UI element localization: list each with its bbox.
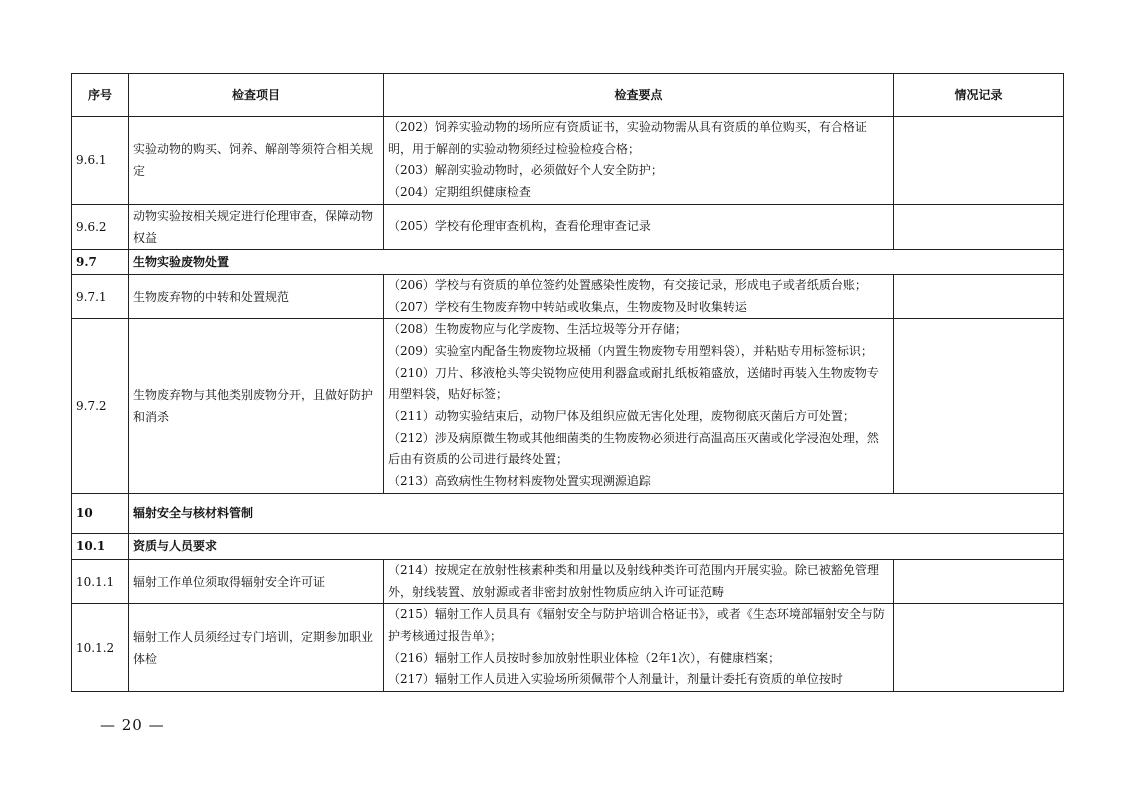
section-title: 辐射安全与核材料管制 <box>129 493 1064 533</box>
row-record[interactable] <box>894 559 1064 603</box>
check-point: （203）解剖实验动物时，必须做好个人安全防护； <box>388 163 663 178</box>
row-record[interactable] <box>894 274 1064 318</box>
section-number: 10 <box>72 493 129 533</box>
row-item: 实验动物的购买、饲养、解剖等须符合相关规定 <box>129 117 384 205</box>
section-row <box>72 249 1064 274</box>
check-point: （208）生物废物应与化学废物、生活垃圾等分开存储； <box>388 322 687 337</box>
row-points <box>384 559 894 603</box>
page-number: — 20 — <box>100 716 165 734</box>
row-points <box>384 274 894 318</box>
check-point: （205）学校有伦理审查机构，查看伦理审查记录 <box>388 218 651 233</box>
section-row <box>72 493 1064 533</box>
row-points <box>384 117 894 205</box>
check-point: （207）学校有生物废弃物中转站或收集点，生物废物及时收集转运 <box>388 299 747 314</box>
row-number: 10.1.1 <box>72 559 129 603</box>
row-number: 10.1.2 <box>72 604 129 692</box>
check-point: （214）按规定在放射性核素种类和用量以及射线种类许可范围内开展实验。除已被豁免管理外，射线装置、放射源或者非密封放射性物质应纳入许可证范畴 <box>388 562 879 599</box>
header-points: 检查要点 <box>384 74 894 117</box>
check-point: （213）高致病性生物材料废物处置实现溯源追踪 <box>388 474 651 489</box>
header-item: 检查项目 <box>129 74 384 117</box>
section-title: 生物实验废物处置 <box>129 249 1064 274</box>
row-record[interactable] <box>894 319 1064 494</box>
header-no: 序号 <box>72 74 129 117</box>
table-row <box>72 604 1064 692</box>
table-row <box>72 274 1064 318</box>
check-point: （215）辐射工作人员具有《辐射安全与防护培训合格证书》，或者《生态环境部辐射安全与防护考核通过报告单》； <box>388 607 885 643</box>
table-row <box>72 559 1064 603</box>
row-item: 动物实验按相关规定进行伦理审查，保障动物权益 <box>129 204 384 249</box>
check-point: （217）辐射工作人员进入实验场所须佩带个人剂量计，剂量计委托有资质的单位按时 <box>388 672 843 687</box>
row-item: 生物废弃物与其他类别废物分开，且做好防护和消杀 <box>129 319 384 494</box>
check-point: （210）刀片、移液枪头等尖锐物应使用利器盒或耐扎纸板箱盛放，送储时再装入生物废物专用塑料袋，贴好标签； <box>388 365 879 402</box>
row-number: 9.7.2 <box>72 319 129 494</box>
check-point: （211）动物实验结束后，动物尸体及组织应做无害化处理，废物彻底灭菌后方可处置； <box>388 409 855 424</box>
check-point: （204）定期组织健康检查 <box>388 185 531 200</box>
section-number: 9.7 <box>72 249 129 274</box>
check-point: （202）饲养实验动物的场所应有资质证书，实验动物需从具有资质的单位购买，有合格证明，用于解剖的实验动物须经过检验检疫合格； <box>388 120 867 156</box>
row-points <box>384 204 894 249</box>
row-item: 辐射工作单位须取得辐射安全许可证 <box>129 559 384 603</box>
inspection-table <box>71 73 1064 692</box>
section-row <box>72 533 1064 559</box>
row-number: 9.6.2 <box>72 204 129 249</box>
row-record[interactable] <box>894 117 1064 205</box>
section-number: 10.1 <box>72 533 129 559</box>
section-title: 资质与人员要求 <box>129 533 1064 559</box>
table-header-row <box>72 74 1064 117</box>
check-point: （212）涉及病原微生物或其他细菌类的生物废物必须进行高温高压灭菌或化学浸泡处理，然后由有资质的公司进行最终处置； <box>388 430 879 467</box>
row-points <box>384 604 894 692</box>
check-point: （216）辐射工作人员按时参加放射性职业体检（2年1次），有健康档案； <box>388 650 781 665</box>
row-item: 生物废弃物的中转和处置规范 <box>129 274 384 318</box>
table-row <box>72 319 1064 494</box>
row-record[interactable] <box>894 204 1064 249</box>
table-row <box>72 117 1064 205</box>
check-point: （209）实验室内配备生物废物垃圾桶（内置生物废物专用塑料袋），并粘贴专用标签标识； <box>388 343 873 358</box>
row-number: 9.7.1 <box>72 274 129 318</box>
header-record: 情况记录 <box>894 74 1064 117</box>
row-points <box>384 319 894 494</box>
check-point: （206）学校与有资质的单位签约处置感染性废物，有交接记录，形成电子或者纸质台账； <box>388 277 867 292</box>
row-item: 辐射工作人员须经过专门培训，定期参加职业体检 <box>129 604 384 692</box>
row-record[interactable] <box>894 604 1064 692</box>
table-row <box>72 204 1064 249</box>
row-number: 9.6.1 <box>72 117 129 205</box>
